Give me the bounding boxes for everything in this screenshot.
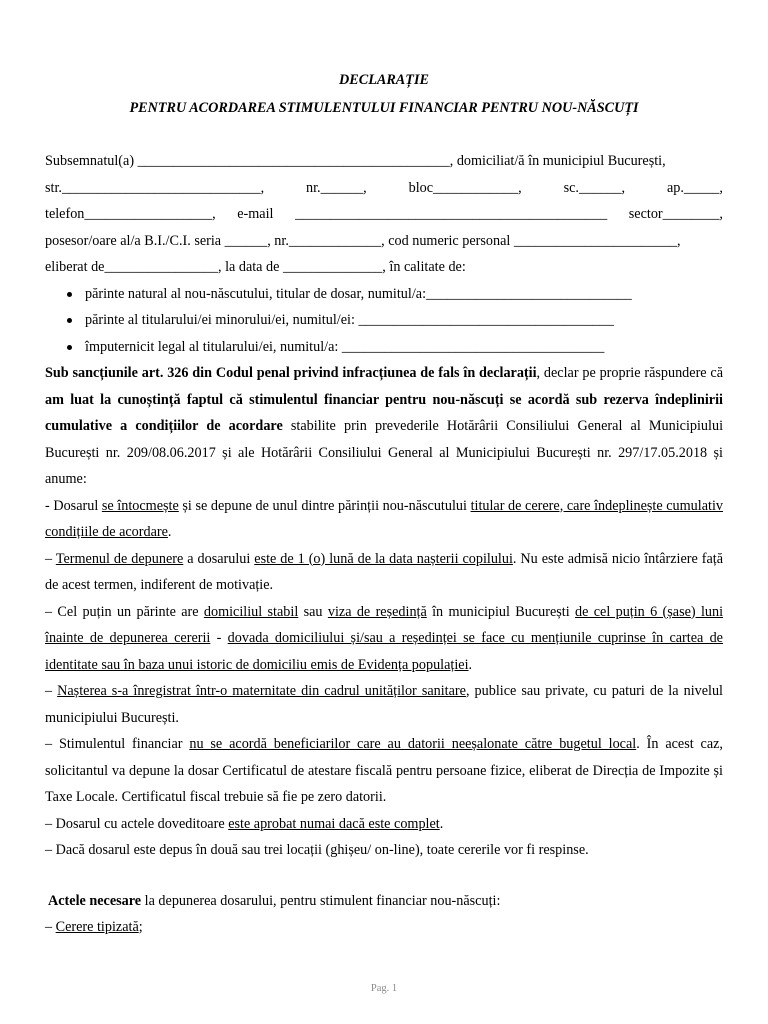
required-documents-heading: Actele necesare la depunerea dosarului, pentru stimulent financiar nou-născuți: [48,892,501,909]
document-page [45,66,723,941]
condition-1: - Dosarul se întocmește și se depune de unul dintre părinții nou-născutului titular de cerere, care îndeplinește cumulativ condițiile de acordare. [45,497,723,540]
condition-4: – Nașterea s-a înregistrat într-o maternitate din cadrul unităților sanitare, publice sau private, cu paturi de la nivelul municipiului București. [45,683,723,726]
form-line-id: posesor/oare al/a B.I./C.I. seria ______, nr._____________, cod numeric personal _______________________, [45,232,681,249]
list-item: împuternicit legal al titularului/ei, numitul/a: _____________________________________ [45,334,723,361]
bullet-icon [67,318,72,323]
declaration-paragraph: Sub sancțiunile art. 326 din Codul penal privind infracțiunea de fals în declarații, declar pe proprie răspundere că am luat la cunoștință faptul că stimulentul financiar pentru nou-născuți se acordă sub rezerva îndeplinirii cumulative a condițiilor de acordare stabilite prin prevederile Hotărârii Consiliului General al Municipiului București nr. 209/08.06.2017 și ale Hotărârii Consiliului General al Municipiului București nr. 297/17.05.2018 și anume: [45,365,724,487]
bullet-icon [67,292,72,297]
page-number: Pag. 1 [370,983,398,994]
spacer [45,864,723,888]
list-item: părinte natural al nou-născutului, titular de dosar, numitul/a:_____________________________ [45,281,723,308]
condition-6: – Dosarul cu actele doveditoare este aprobat numai dacă este complet. [45,815,444,832]
form-line-address: str.____________________________, nr.______, bloc____________, sc.______, ap._____, [45,179,723,196]
bullet-icon [67,345,72,350]
form-line-name: Subsemnatul(a) ____________________________________________, domiciliat/ă în municipiul București, [45,153,666,169]
list-item: părinte al titularului/ei minorului/ei, numitul/ei: ____________________________________ [45,307,723,334]
condition-7: – Dacă dosarul este depus în două sau trei locații (ghișeu/ on-line), toate cererile vor fi respinse. [45,842,589,858]
required-document-item: – Cerere tipizată; [45,919,143,935]
document-title: DECLARAȚIE [339,72,429,88]
condition-5: – Stimulentul financiar nu se acordă beneficiarilor care au datorii neeșalonate către bugetul local. În acest caz, solicitantul va depune la dosar Certificatul de atestare fiscală pentru persoane fizice, eliberat de Direcția de Impozite și Taxe Locale. Certificatul fiscal trebuie să fie pe zero datorii. [45,736,723,805]
condition-2: – Termenul de depunere a dosarului este de 1 (o) lună de la data nașterii copilului. Nu este admisă nicio întârziere față de acest termen, indiferent de motivație. [45,550,724,593]
form-line-issued: eliberat de________________, la data de ______________, în calitate de: [45,259,466,275]
capacity-options [45,281,723,361]
document-subtitle: PENTRU ACORDAREA STIMULENTULUI FINANCIAR PENTRU NOU-NĂSCUȚI [129,100,639,116]
form-line-contact: telefon__________________, e-mail ____________________________________________ sector________, [45,206,723,222]
personal-data-form [45,148,723,360]
condition-3: – Cel puțin un părinte are domiciliul stabil sau viza de reședință în municipiul București de cel puțin 6 (șase) luni înainte de depunerea cererii - dovada domiciliului și/sau a reședinței se face cu mențiunile cuprinse în cartea de identitate sau în baza unui istoric de domiciliu emis de Evidența populației. [45,603,724,673]
